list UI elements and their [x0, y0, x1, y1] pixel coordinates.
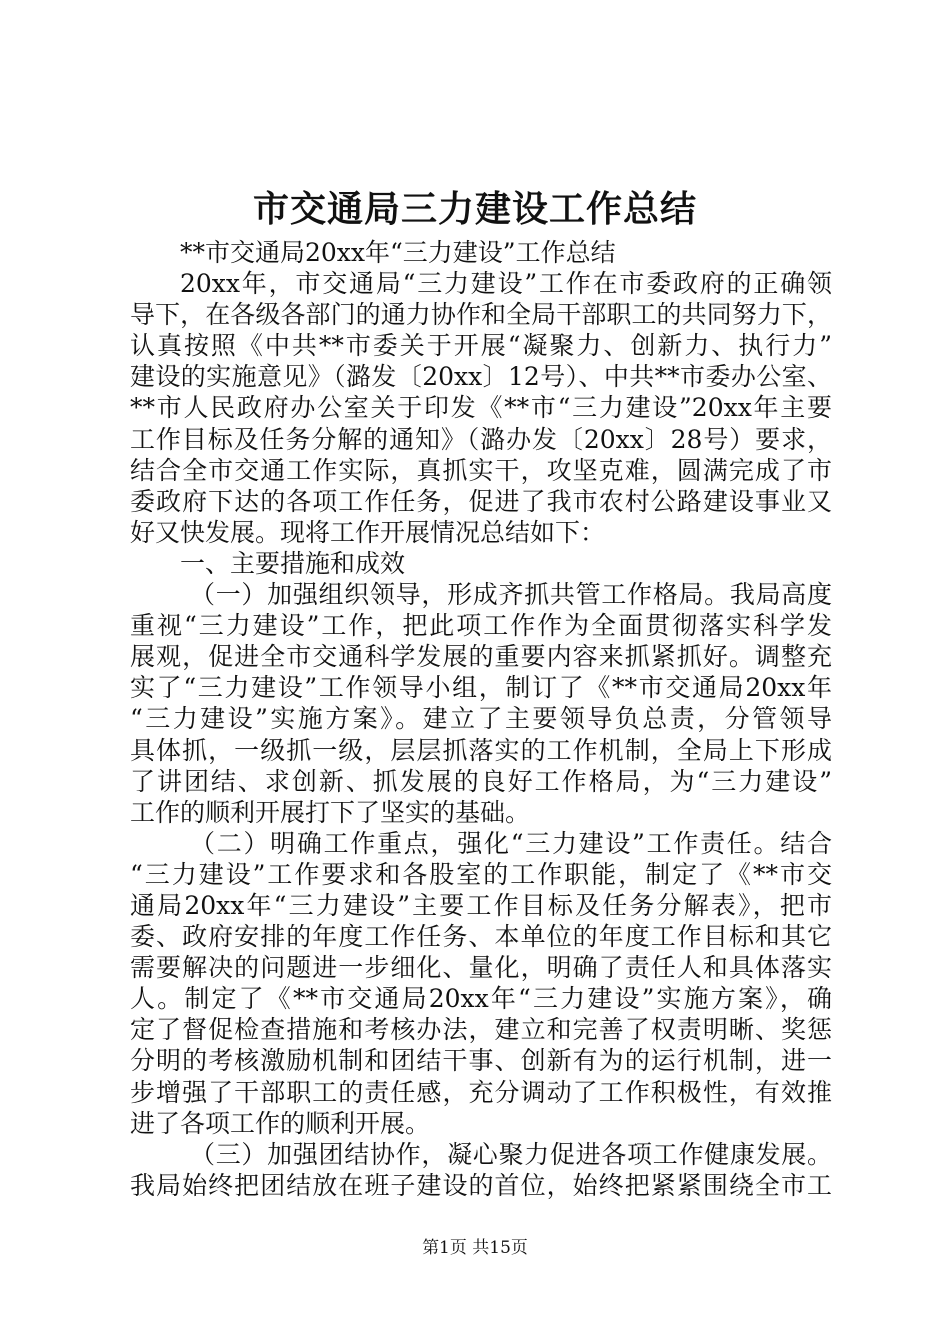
paragraph-line: （二）明确工作重点，强化“三力建设”工作责任。结合 [190, 828, 832, 858]
paragraph-line: 步增强了干部职工的责任感，充分调动了工作积极性，有效推 [130, 1077, 832, 1107]
document-body [130, 237, 832, 1201]
paragraph-line: 认真按照《中共**市委关于开展“凝聚力、创新力、执行力” [130, 331, 832, 361]
section-heading: 一、主要措施和成效 [180, 548, 406, 578]
paragraph-line: 定了督促检查措施和考核办法，建立和完善了权责明晰、奖惩 [130, 1015, 832, 1045]
subtitle-line: **市交通局20xx年“三力建设”工作总结 [180, 238, 616, 267]
paragraph-line: 展观，促进全市交通科学发展的重要内容来抓紧抓好。调整充 [130, 642, 832, 672]
paragraph-line: （一）加强组织领导，形成齐抓共管工作格局。我局高度 [190, 580, 832, 610]
paragraph-line: 结合全市交通工作实际，真抓实干，攻坚克难，圆满完成了市 [130, 455, 832, 485]
paragraph-line: 好又快发展。现将工作开展情况总结如下： [130, 517, 606, 547]
paragraph-line: 我局始终把团结放在班子建设的首位，始终把紧紧围绕全市工 [130, 1170, 832, 1200]
paragraph-line: 实了“三力建设”工作领导小组，制订了《**市交通局20xx年 [130, 673, 832, 703]
paragraph-line: 工作的顺利开展打下了坚实的基础。 [130, 797, 531, 827]
paragraph-line: 委、政府安排的年度工作任务、本单位的年度工作目标和其它 [130, 922, 832, 952]
paragraph-line: “三力建设”工作要求和各股室的工作职能，制定了《**市交 [130, 859, 832, 889]
page-footer: 第1页 共15页 [422, 1238, 528, 1258]
paragraph-line: 建设的实施意见》（潞发〔20xx〕12号）、中共**市委办公室、 [130, 362, 832, 392]
paragraph-line: **市人民政府办公室关于印发《**市“三力建设”20xx年主要 [130, 393, 832, 423]
paragraph-line: 需要解决的问题进一步细化、量化，明确了责任人和具体落实 [130, 953, 832, 983]
paragraph-line: 人。制定了《**市交通局20xx年“三力建设”实施方案》，确 [130, 984, 832, 1014]
paragraph-line: 委政府下达的各项工作任务，促进了我市农村公路建设事业又 [130, 486, 832, 516]
paragraph-line: 具体抓，一级抓一级，层层抓落实的工作机制，全局上下形成 [130, 735, 832, 765]
paragraph-line: 了讲团结、求创新、抓发展的良好工作格局，为“三力建设” [130, 766, 832, 796]
paragraph-line: 重视“三力建设”工作，把此项工作作为全面贯彻落实科学发 [130, 611, 832, 641]
paragraph-line: 导下，在各级各部门的通力协作和全局干部职工的共同努力下， [130, 300, 832, 330]
paragraph-line: 通局20xx年“三力建设”主要工作目标及任务分解表》，把市 [130, 890, 832, 920]
paragraph-line: 20xx年，市交通局“三力建设”工作在市委政府的正确领 [180, 269, 832, 299]
paragraph-line: 分明的考核激励机制和团结干事、创新有为的运行机制，进一 [130, 1046, 832, 1076]
document-title: 市交通局三力建设工作总结 [252, 188, 697, 230]
paragraph-line: 工作目标及任务分解的通知》（潞办发〔20xx〕28号）要求， [130, 424, 832, 454]
paragraph-line: “三力建设”实施方案》。建立了主要领导负总责，分管领导 [130, 704, 832, 734]
paragraph-line: 进了各项工作的顺利开展。 [130, 1108, 431, 1138]
paragraph-line: （三）加强团结协作，凝心聚力促进各项工作健康发展。 [190, 1139, 832, 1169]
